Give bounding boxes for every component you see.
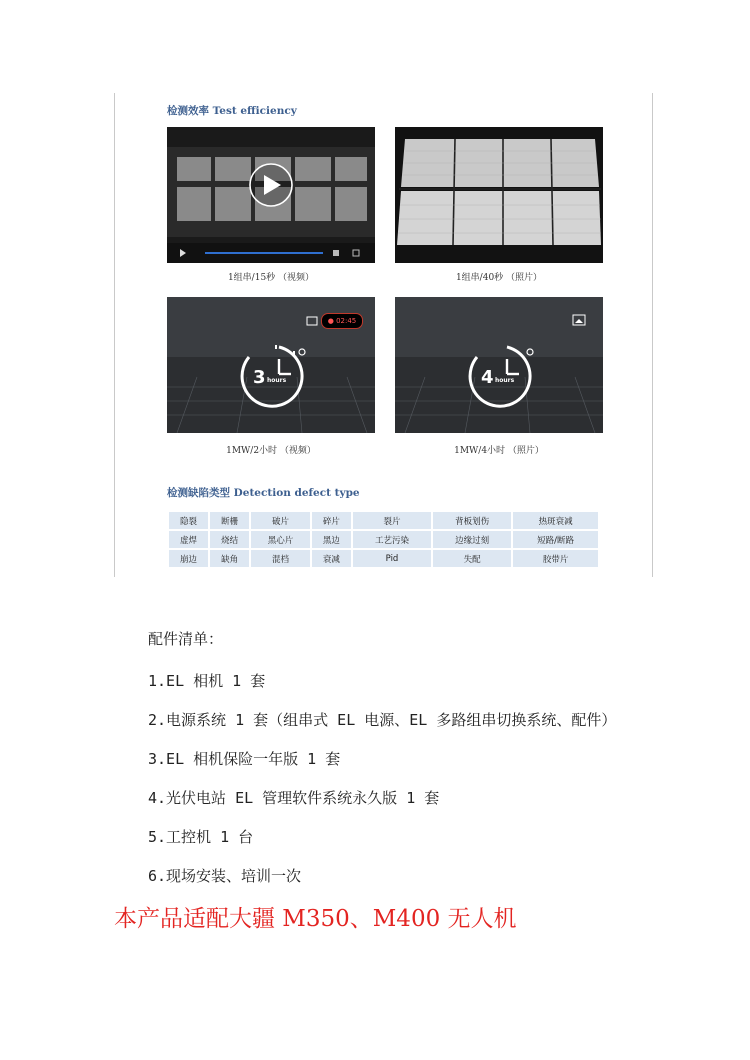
caption-2: 1组串/40秒 （照片） [455, 273, 543, 283]
table-row [169, 531, 598, 548]
table-cell: 虚焊 [169, 531, 208, 548]
table-cell: 隐裂 [169, 512, 208, 529]
table-cell: 破片 [251, 512, 310, 529]
recording-badge: ● 02:45 [321, 313, 363, 329]
list-item: 1.EL 相机 1 套 [148, 672, 266, 690]
compatibility-notice: 本产品适配大疆 M350、M400 无人机 [114, 906, 517, 932]
photo-string-40s[interactable] [395, 127, 603, 263]
table-cell: 缺角 [210, 550, 249, 567]
list-item: 4.光伏电站 EL 管理软件系统永久版 1 套 [148, 789, 440, 807]
table-cell: 烧结 [210, 531, 249, 548]
test-efficiency-title: 检测效率 Test efficiency [167, 105, 297, 117]
table-cell: Pid [353, 550, 431, 567]
table-cell: 断栅 [210, 512, 249, 529]
table-cell: 黑边 [312, 531, 351, 548]
table-cell: 混档 [251, 550, 310, 567]
table-cell: 短路/断路 [513, 531, 598, 548]
table-cell: 热斑衰减 [513, 512, 598, 529]
table-cell: 崩边 [169, 550, 208, 567]
product-info-card [114, 93, 653, 577]
table-cell: 边缘过刻 [433, 531, 511, 548]
clock-unit: hours [495, 377, 515, 384]
defect-type-table [167, 510, 600, 569]
video-mw-2h[interactable] [167, 297, 375, 433]
clock-unit: hours [267, 377, 287, 384]
table-row [169, 550, 598, 567]
table-cell: 工艺污染 [353, 531, 431, 548]
table-cell: 黑心片 [251, 531, 310, 548]
table-cell: 衰减 [312, 550, 351, 567]
caption-4: 1MW/4小时 （照片） [454, 446, 544, 456]
clock-number-4: 4 [481, 367, 494, 388]
accessory-heading: 配件清单： [148, 630, 224, 648]
table-cell: 背板划伤 [433, 512, 511, 529]
list-item: 6.现场安装、培训一次 [148, 867, 302, 885]
table-cell: 失配 [433, 550, 511, 567]
clock-number-3: 3 [253, 367, 266, 388]
table-cell: 碎片 [312, 512, 351, 529]
caption-1: 1组串/15秒 （视频） [227, 273, 315, 283]
table-row [169, 512, 598, 529]
photo-mw-4h[interactable] [395, 297, 603, 433]
defect-type-title: 检测缺陷类型 Detection defect type [167, 487, 360, 499]
list-item: 5.工控机 1 台 [148, 828, 254, 846]
list-item: 3.EL 相机保险一年版 1 套 [148, 750, 341, 768]
list-item: 2.电源系统 1 套（组串式 EL 电源、EL 多路组串切换系统、配件） [148, 711, 617, 729]
video-string-15s[interactable] [167, 127, 375, 263]
table-cell: 胶带片 [513, 550, 598, 567]
table-cell: 裂片 [353, 512, 431, 529]
caption-3: 1MW/2小时 （视频） [226, 446, 316, 456]
